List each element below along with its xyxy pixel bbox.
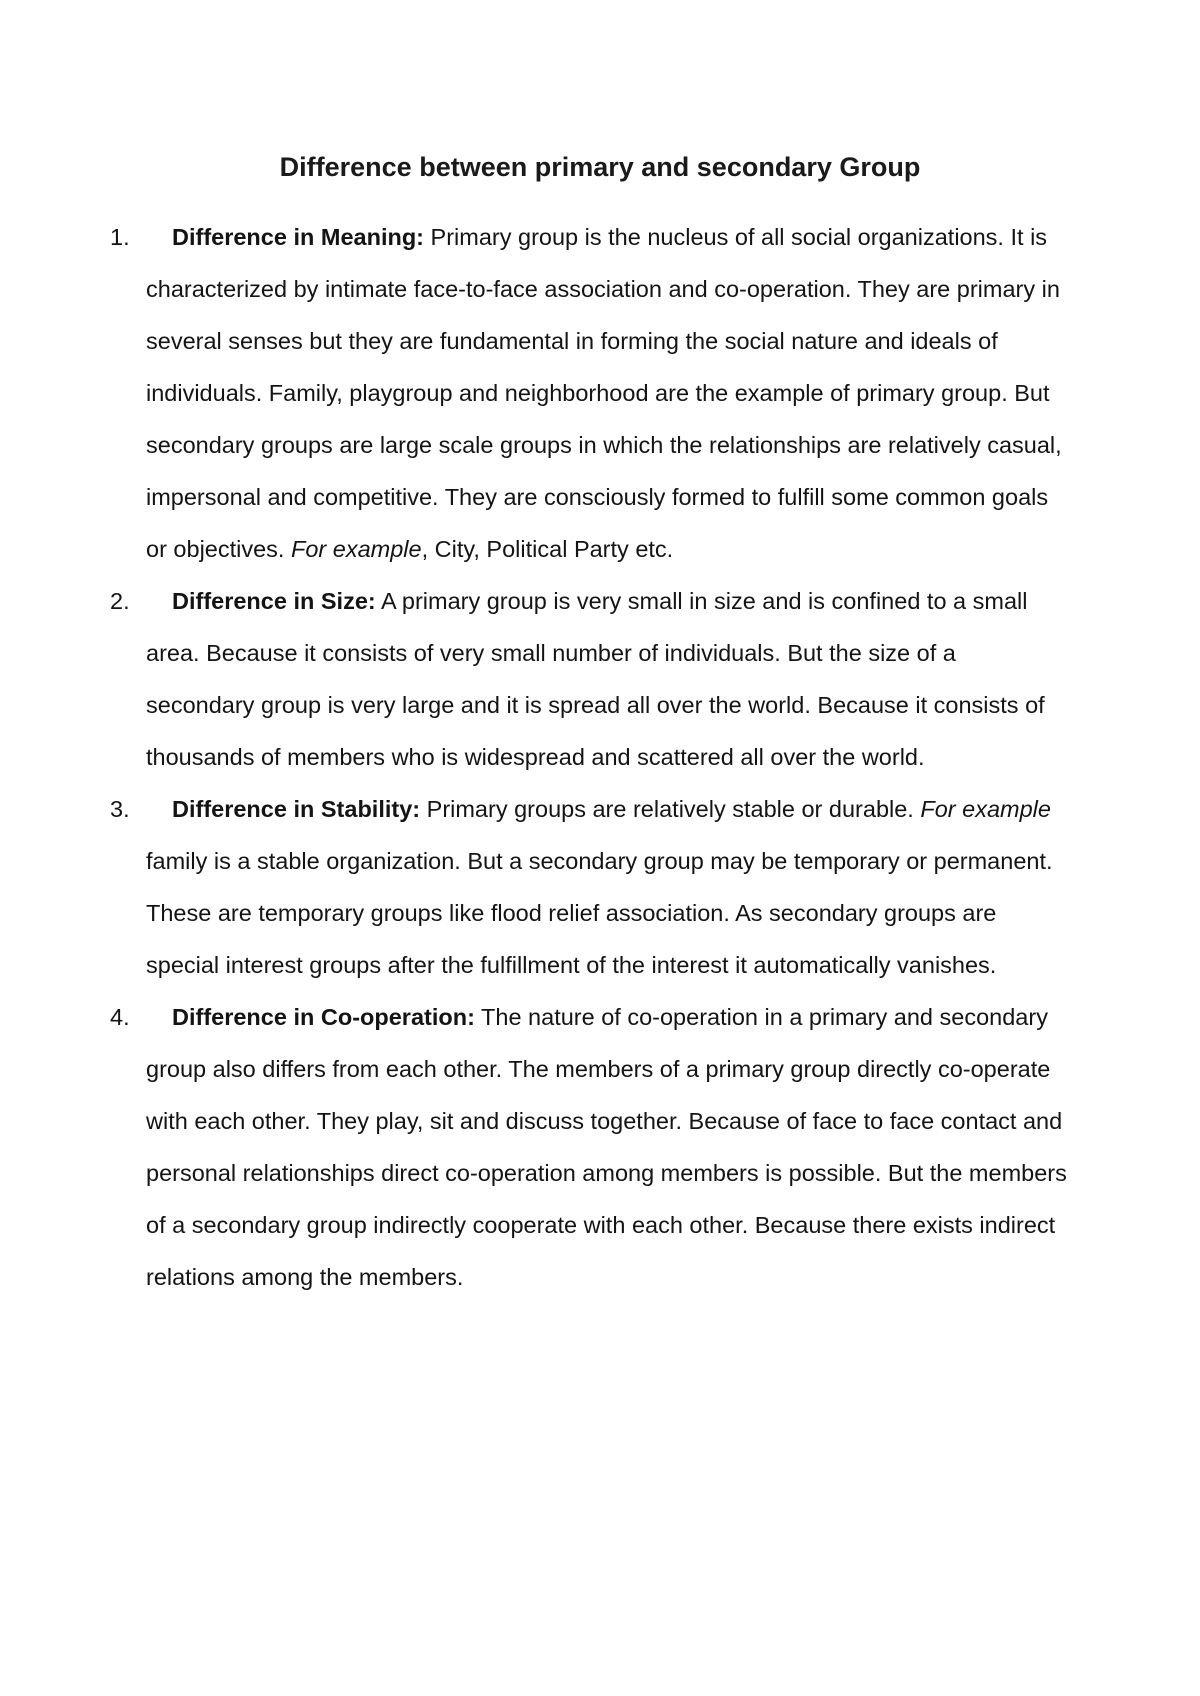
item-number: 1.: [110, 224, 130, 250]
item-heading: Difference in Stability:: [172, 796, 421, 822]
item-text: The nature of co-operation in a primary and secondary group also differs from each other. The members of a primary group directly co-operate with each other. They play, sit and discuss together. Because of face to face contact and personal relationships direct co-operation among members is possible. But the members of a secondary group indirectly cooperate with each other. Because there exists indirect relations among the members.: [146, 1004, 1067, 1290]
item-emphasis: For example: [920, 796, 1051, 822]
item-number: 3.: [110, 796, 130, 822]
list-item-cooperation: [110, 991, 1070, 1303]
item-number: 2.: [110, 588, 130, 614]
item-emphasis: For example: [290, 536, 422, 562]
item-text: Primary groups are relatively stable or durable.: [420, 796, 921, 822]
item-text-continued: , City, Political Party etc.: [421, 536, 674, 562]
item-number: 4.: [110, 1004, 130, 1030]
difference-list: [110, 211, 1070, 1303]
item-text-continued: family is a stable organization. But a secondary group may be temporary or permanent. These are temporary groups like flood relief association. As secondary groups are special interest groups after the fulfillment of the interest it automatically vanishes.: [146, 848, 1053, 978]
list-item-meaning: [110, 211, 1070, 575]
list-item-stability: [110, 783, 1070, 991]
item-text: Primary group is the nucleus of all social organizations. It is characterized by intimate face-to-face association and co-operation. They are primary in several senses but they are fundamental in forming the social nature and ideals of individuals. Family, playgroup and neighborhood are the example of primary group. But secondary groups are large scale groups in which the relationships are relatively casual, impersonal and competitive. They are consciously formed to fulfill some common goals or objectives.: [146, 224, 1062, 562]
page-title: Difference between primary and secondary Group: [279, 152, 921, 182]
item-heading: Difference in Co-operation:: [172, 1004, 475, 1030]
item-text: A primary group is very small in size and is confined to a small area. Because it consists of very small number of individuals. But the size of a secondary group is very large and it is spread all over the world. Because it consists of thousands of members who is widespread and scattered all over the world.: [146, 588, 1045, 770]
item-heading: Difference in Meaning:: [172, 224, 425, 250]
list-item-size: [110, 575, 1070, 783]
item-heading: Difference in Size:: [172, 588, 376, 614]
